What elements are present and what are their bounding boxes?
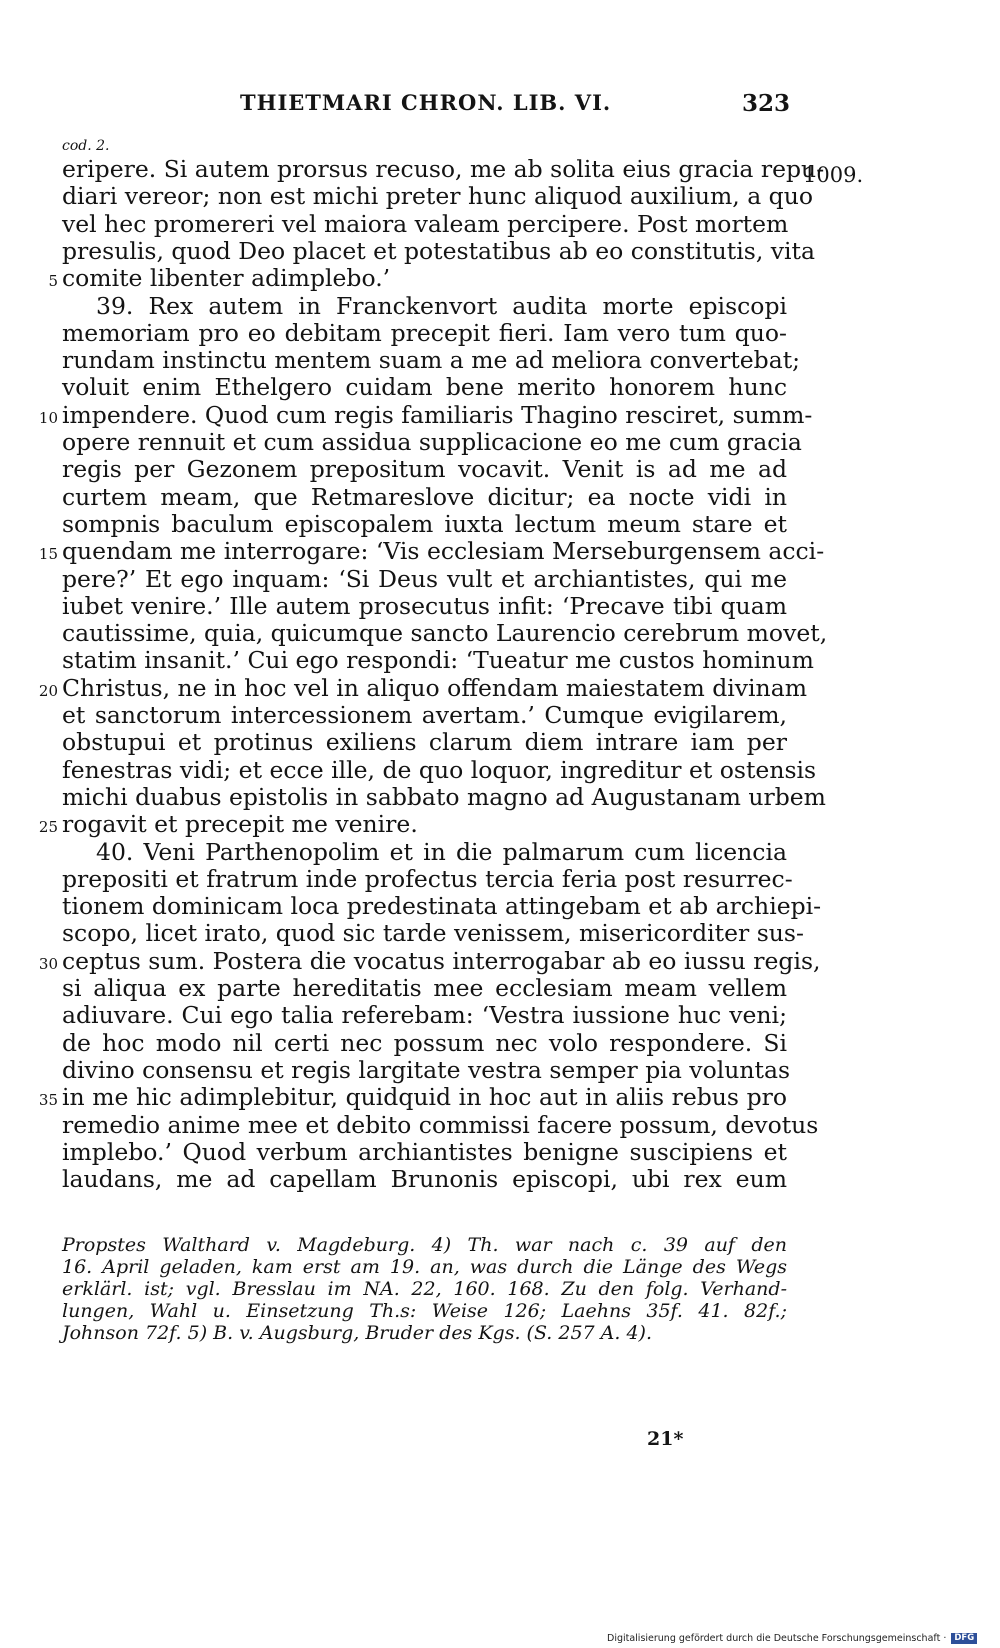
text-line: laudans, me ad capellam Brunonis episcopi, ubi rex eum — [62, 1165, 787, 1194]
line-number: 20 — [38, 681, 58, 700]
line-number: 35 — [38, 1091, 58, 1110]
text-line: fenestras vidi; et ecce ille, de quo loquor, ingreditur et ostensis — [62, 755, 817, 784]
text-line: memoriam pro eo debitam precepit fieri. Iam vero tum quo- — [62, 318, 787, 347]
text-line: vel hec promereri vel maiora valeam percipere. Post mortem — [62, 209, 789, 238]
footnote-line: erklärl. ist; vgl. Bresslau im NA. 22, 160. 168. Zu den folg. Verhand- — [62, 1278, 787, 1300]
year-margin-note: 1009. — [803, 163, 864, 187]
text-line: michi duabus epistolis in sabbato magno ad Augustanam urbem — [62, 782, 826, 811]
text-line: et sanctorum intercessionem avertam.’ Cumque evigilarem, — [62, 701, 787, 729]
text-line: cautissime, quia, quicumque sancto Laurencio cerebrum movet, — [62, 619, 828, 648]
text-line: adiuvare. Cui ego talia referebam: ‘Vestra iussione huc veni; — [62, 1001, 787, 1030]
text-line: rundam instinctu mentem suam a me ad meliora convertebat; — [62, 346, 801, 375]
text-line: 39. Rex autem in Franckenvort audita morte episcopi — [96, 291, 787, 320]
text-line: tionem dominicam loca predestinata attingebam et ab archiepi- — [62, 892, 822, 921]
text-line: in me hic adimplebitur, quidquid in hoc aut in aliis rebus pro — [62, 1083, 787, 1112]
text-line: quendam me interrogare: ‘Vis ecclesiam Merseburgensem acci- — [62, 537, 825, 566]
text-line: Christus, ne in hoc vel in aliquo offendam maiestatem divinam — [62, 673, 807, 702]
text-line: obstupui et protinus exiliens clarum diem intrare iam per — [62, 728, 787, 757]
line-number: 10 — [38, 408, 58, 427]
dfg-logo: DFG — [951, 1633, 977, 1644]
footnote-line: 16. April geladen, kam erst am 19. an, was durch die Länge des Wegs — [62, 1256, 787, 1278]
footnote-line: Propstes Walthard v. Magdeburg. 4) Th. war nach c. 39 auf den — [62, 1234, 787, 1256]
line-number: 5 — [48, 272, 58, 291]
text-line: divino consensu et regis largitate vestra semper pia voluntas — [62, 1055, 791, 1084]
text-line: statim insanit.’ Cui ego respondi: ‘Tueatur me custos hominum — [62, 646, 814, 675]
page-number: 323 — [742, 90, 791, 117]
line-number: 30 — [38, 954, 58, 973]
text-line: scopo, licet irato, quod sic tarde venissem, misericorditer sus- — [62, 919, 804, 948]
text-line: eripere. Si autem prorsus recuso, me ab solita eius gracia repu- — [62, 155, 825, 183]
text-line: curtem meam, que Retmareslove dicitur; ea nocte vidi in — [62, 482, 787, 511]
codex-margin-note: cod. 2. — [62, 138, 110, 154]
text-line: comite libenter adimplebo.’ — [62, 264, 391, 293]
text-line: regis per Gezonem prepositum vocavit. Venit is ad me ad — [62, 455, 787, 484]
text-line: presulis, quod Deo placet et potestatibus ab eo constitutis, vita — [62, 236, 816, 265]
funding-credit-text: Digitalisierung gefördert durch die Deutsche Forschungsgemeinschaft · — [607, 1633, 947, 1644]
footnote-line: lungen, Wahl u. Einsetzung Th.s: Weise 126; Laehns 35f. 41. 82f.; — [62, 1300, 787, 1322]
text-line: sompnis baculum episcopalem iuxta lectum meum stare et — [62, 509, 787, 538]
text-line: diari vereor; non est michi preter hunc aliquod auxilium, a quo — [62, 182, 814, 211]
line-number: 15 — [38, 545, 58, 564]
line-number: 25 — [38, 818, 58, 837]
text-line: rogavit et precepit me venire. — [62, 810, 418, 839]
text-line: de hoc modo nil certi nec possum nec volo respondere. Si — [62, 1028, 787, 1057]
text-line: prepositi et fratrum inde profectus tercia feria post resurrec- — [62, 864, 793, 893]
printer-signature-mark: 21* — [647, 1428, 684, 1450]
funding-credit — [607, 1633, 977, 1644]
text-line: 40. Veni Parthenopolim et in die palmarum cum licencia — [96, 837, 787, 866]
text-line: implebo.’ Quod verbum archiantistes benigne suscipiens et — [62, 1137, 787, 1166]
text-line: voluit enim Ethelgero cuidam bene merito honorem hunc — [62, 373, 787, 402]
footnote-line: Johnson 72f. 5) B. v. Augsburg, Bruder des Kgs. (S. 257 A. 4). — [62, 1322, 653, 1344]
text-line: si aliqua ex parte hereditatis mee ecclesiam meam vellem — [62, 974, 787, 1002]
text-line: impendere. Quod cum regis familiaris Thagino resciret, summ- — [62, 400, 813, 429]
text-line: pere?’ Et ego inquam: ‘Si Deus vult et archiantistes, qui me — [62, 564, 787, 593]
running-head: THIETMARI CHRON. LIB. VI. — [240, 90, 612, 115]
text-line: iubet venire.’ Ille autem prosecutus infit: ‘Precave tibi quam — [62, 591, 787, 620]
text-line: opere rennuit et cum assidua supplicacione eo me cum gracia — [62, 428, 802, 456]
text-line: ceptus sum. Postera die vocatus interrogabar ab eo iussu regis, — [62, 946, 821, 975]
text-line: remedio anime mee et debito commissi facere possum, devotus — [62, 1110, 819, 1139]
